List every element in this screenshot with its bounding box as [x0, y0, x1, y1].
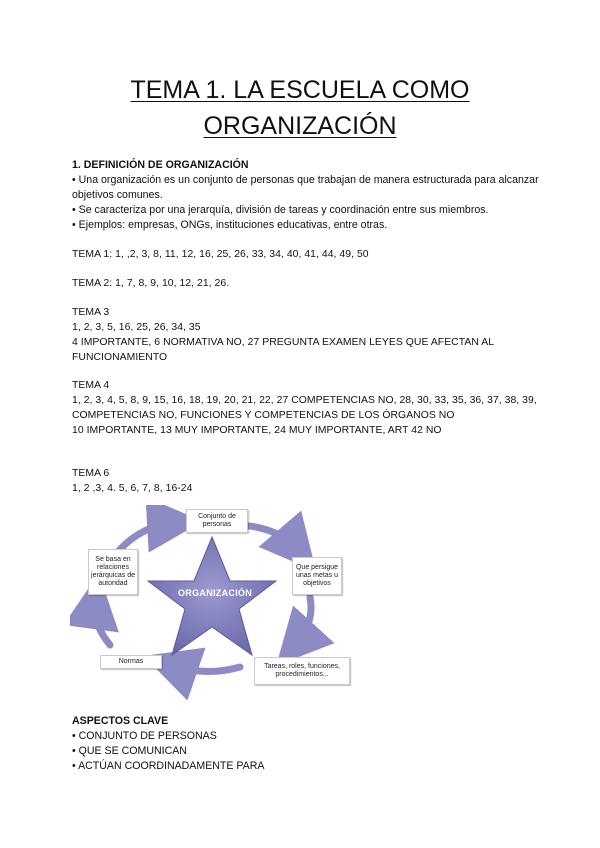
- aspectos-clave-section: [72, 714, 542, 774]
- tema-6-heading: TEMA 6: [72, 468, 110, 479]
- tema-4-line-2: COMPETENCIAS NO, FUNCIONES Y COMPETENCIAS DE LOS ÓRGANOS NO: [72, 410, 455, 421]
- aspectos-item-1: • CONJUNTO DE PERSONAS: [72, 730, 217, 742]
- page-title: [40, 72, 560, 144]
- organization-diagram: [70, 505, 360, 700]
- definition-section: [72, 158, 542, 233]
- diagram-box-bottom-left: Normas: [100, 655, 162, 669]
- definition-bullet-1: • Una organización es un conjunto de personas que trabajan de manera estructurada para alcanzar objetivos comunes.: [72, 174, 539, 201]
- cycle-arrow-3: [170, 665, 240, 672]
- tema-3-section: [72, 305, 542, 365]
- tema-3-line-2: 4 IMPORTANTE, 6 NORMATIVA NO, 27 PREGUNTA EXAMEN LEYES QUE AFECTAN AL FUNCIONAMIENTO: [72, 337, 494, 363]
- title-line-2: ORGANIZACIÓN: [203, 112, 397, 140]
- cycle-arrow-4: [95, 601, 110, 645]
- tema-1-line: [72, 247, 542, 262]
- diagram-box-right: Que persigue unas metas u objetivos: [292, 557, 342, 595]
- aspectos-heading: ASPECTOS CLAVE: [72, 715, 169, 727]
- diagram-box-left: Se basa en relaciones jerárquicas de autoridad: [88, 549, 138, 595]
- tema-4-line-3: 10 IMPORTANTE, 13 MUY IMPORTANTE, 24 MUY IMPORTANTE, ART 42 NO: [72, 425, 442, 436]
- diagram-box-top: Conjunto de personas: [186, 509, 248, 533]
- tema-6-section: [72, 466, 542, 496]
- definition-heading: 1. DEFINICIÓN DE ORGANIZACIÓN: [72, 159, 249, 171]
- title-line-1: TEMA 1. LA ESCUELA COMO: [130, 76, 470, 104]
- tema-2-line: [72, 276, 542, 291]
- tema-2-text: TEMA 2: 1, 7, 8, 9, 10, 12, 21, 26.: [72, 278, 230, 289]
- tema-6-line-1: 1, 2 ,3, 4. 5, 6, 7, 8, 16-24: [72, 483, 193, 494]
- tema-4-section: [72, 378, 542, 438]
- tema-3-heading: TEMA 3: [72, 307, 110, 318]
- aspectos-item-2: • QUE SE COMUNICAN: [72, 745, 187, 757]
- diagram-box-bottom-right: Tareas, roles, funciones, procedimientos...: [254, 657, 350, 685]
- aspectos-item-3: • ACTÚAN COORDINADAMENTE PARA: [72, 760, 265, 772]
- definition-bullet-2: • Se caracteriza por una jerarquía, división de tareas y coordinación entre sus miembros.: [72, 204, 489, 216]
- tema-3-line-1: 1, 2, 3, 5, 16, 25, 26, 34, 35: [72, 322, 201, 333]
- definition-bullet-3: • Ejemplos: empresas, ONGs, instituciones educativas, entre otras.: [72, 219, 388, 231]
- star-center-label: ORGANIZACIÓN: [178, 588, 253, 598]
- tema-4-line-1: 1, 2, 3, 4, 5, 8, 9, 15, 16, 18, 19, 20, 21, 22, 27 COMPETENCIAS NO, 28, 30, 33, 35, 36, 37, 38, 39,: [72, 395, 537, 406]
- cycle-arrow-2: [295, 597, 311, 645]
- tema-1-text: TEMA 1: 1, ,2, 3, 8, 11, 12, 16, 25, 26, 33, 34, 40, 41, 44, 49, 50: [72, 249, 369, 260]
- tema-4-heading: TEMA 4: [72, 380, 110, 391]
